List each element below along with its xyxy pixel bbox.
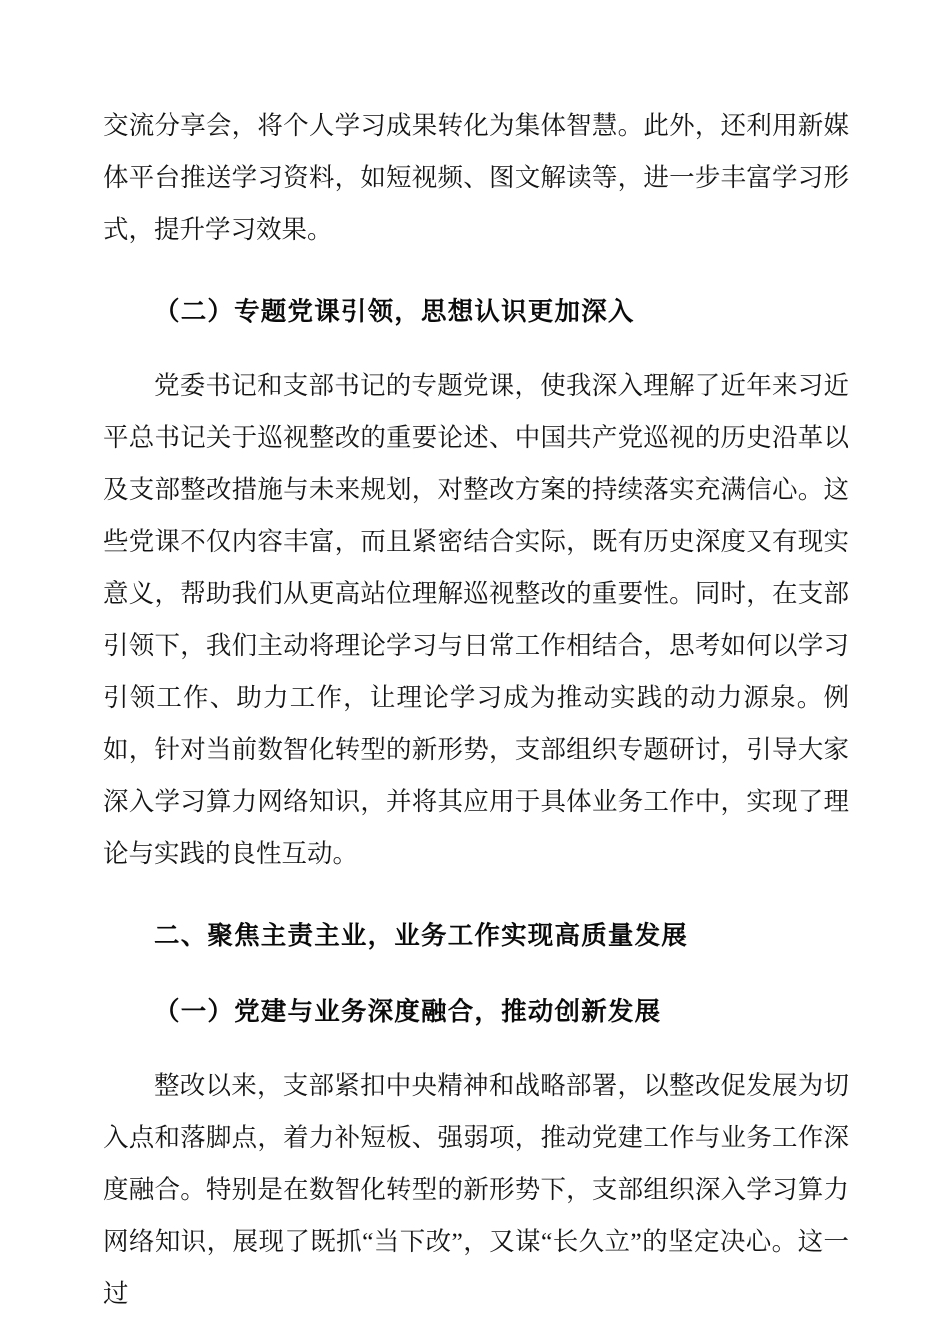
heading-section-one-party-business-integration: （一）党建与业务深度融合，推动创新发展 [154, 997, 662, 1026]
paragraph-rectification-body: 整改以来，支部紧扣中央精神和战略部署，以整改促发展为切入点和落脚点，着力补短板、强弱项，推动党建工作与业务工作深度融合。特别是在数智化转型的新形势下，支部组织深入学习算力网络知识，展现了既抓“当下改”，又谋“长久立”的坚定决心。这一过 [103, 1071, 849, 1308]
heading-major-two-core-business: 二、聚焦主责主业，业务工作实现高质量发展 [154, 921, 689, 950]
heading-section-two-party-lecture: （二）专题党课引领，思想认识更加深入 [154, 297, 635, 326]
paragraph-party-lecture-body: 党委书记和支部书记的专题党课，使我深入理解了近年来习近平总书记关于巡视整改的重要论述、中国共产党巡视的历史沿革以及支部整改措施与未来规划，对整改方案的持续落实充满信心。这些党课不仅内容丰富，而且紧密结合实际，既有历史深度又有现实意义，帮助我们从更高站位理解巡视整改的重要性。同时，在支部引领下，我们主动将理论学习与日常工作相结合，思考如何以学习引领工作、助力工作，让理论学习成为推动实践的动力源泉。例如，针对当前数智化转型的新形势，支部组织专题研讨，引导大家深入学习算力网络知识，并将其应用于具体业务工作中，实现了理论与实践的良性互动。 [103, 371, 849, 868]
page-content [103, 100, 849, 1320]
paragraph-continued-learning-sharing: 交流分享会，将个人学习成果转化为集体智慧。此外，还利用新媒体平台推送学习资料，如短视频、图文解读等，进一步丰富学习形式，提升学习效果。 [103, 111, 849, 244]
